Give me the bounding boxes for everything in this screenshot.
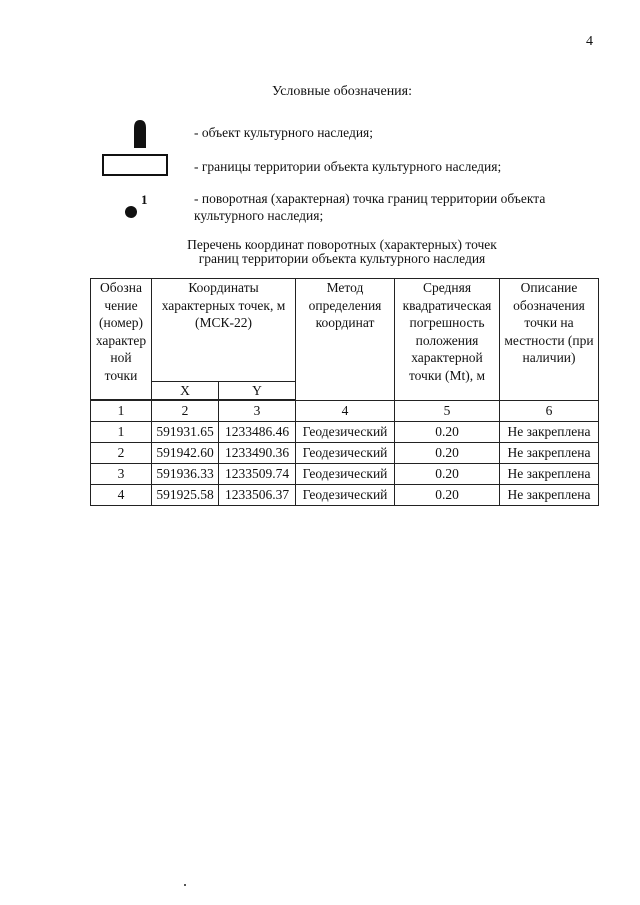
description: Не закреплена bbox=[500, 485, 599, 506]
table-row bbox=[91, 443, 599, 464]
column-number: 5 bbox=[395, 401, 500, 422]
column-number: 3 bbox=[219, 401, 296, 422]
table-title-line2: границ территории объекта культурного наследия bbox=[198, 251, 486, 266]
coord-x: 591936.33 bbox=[152, 464, 219, 485]
page-number: 4 bbox=[586, 34, 593, 49]
table-row bbox=[91, 422, 599, 443]
column-number: 4 bbox=[296, 401, 395, 422]
table-row bbox=[91, 464, 599, 485]
header-coordinates: Координаты характерных точек, м (МСК-22) bbox=[152, 279, 296, 382]
coord-x: 591925.58 bbox=[152, 485, 219, 506]
legend-item-border-text: - границы территории объекта культурного наследия; bbox=[194, 159, 502, 174]
header-error: Средняя квадратическая погрешность положения характерной точки (Mt), м bbox=[395, 279, 500, 401]
table-header-row bbox=[91, 279, 599, 382]
coordinates-table bbox=[90, 278, 599, 506]
coord-x: 591942.60 bbox=[152, 443, 219, 464]
header-designation: Обозна чение (номер) характер ной точки bbox=[91, 279, 152, 400]
column-number: 2 bbox=[152, 401, 219, 422]
table-title bbox=[0, 238, 640, 266]
header-x: X bbox=[152, 382, 219, 400]
method: Геодезический bbox=[296, 443, 395, 464]
method: Геодезический bbox=[296, 422, 395, 443]
legend-title: Условные обозначения: bbox=[271, 84, 413, 99]
coord-y: 1233509.74 bbox=[219, 464, 296, 485]
legend-item-point-text: - поворотная (характерная) точка границ территории объекта культурного наследия; bbox=[194, 191, 546, 223]
turning-point-icon-label: 1 bbox=[141, 192, 148, 207]
column-number: 6 bbox=[500, 401, 599, 422]
coord-y: 1233490.36 bbox=[219, 443, 296, 464]
coord-y: 1233506.37 bbox=[219, 485, 296, 506]
legend-item-object-text: - объект культурного наследия; bbox=[194, 125, 374, 140]
header-method: Метод определения координат bbox=[296, 279, 395, 401]
column-numbers-row bbox=[91, 401, 599, 422]
point-number: 3 bbox=[91, 464, 152, 485]
territory-border-icon bbox=[102, 154, 168, 176]
error: 0.20 bbox=[395, 485, 500, 506]
coord-y: 1233486.46 bbox=[219, 422, 296, 443]
column-number: 1 bbox=[91, 401, 152, 422]
header-y: Y bbox=[219, 382, 296, 400]
method: Геодезический bbox=[296, 485, 395, 506]
table-row bbox=[91, 485, 599, 506]
error: 0.20 bbox=[395, 422, 500, 443]
turning-point-icon bbox=[124, 192, 154, 220]
point-number: 2 bbox=[91, 443, 152, 464]
header-description: Описание обозначения точки на местности (при наличии) bbox=[500, 279, 599, 401]
point-number: 1 bbox=[91, 422, 152, 443]
coord-x: 591931.65 bbox=[152, 422, 219, 443]
description: Не закреплена bbox=[500, 443, 599, 464]
cultural-heritage-object-icon bbox=[132, 120, 148, 148]
description: Не закреплена bbox=[500, 464, 599, 485]
point-number: 4 bbox=[91, 485, 152, 506]
error: 0.20 bbox=[395, 443, 500, 464]
scan-speck bbox=[184, 884, 186, 886]
description: Не закреплена bbox=[500, 422, 599, 443]
table-title-line1: Перечень координат поворотных (характерных) точек bbox=[187, 237, 497, 252]
error: 0.20 bbox=[395, 464, 500, 485]
method: Геодезический bbox=[296, 464, 395, 485]
